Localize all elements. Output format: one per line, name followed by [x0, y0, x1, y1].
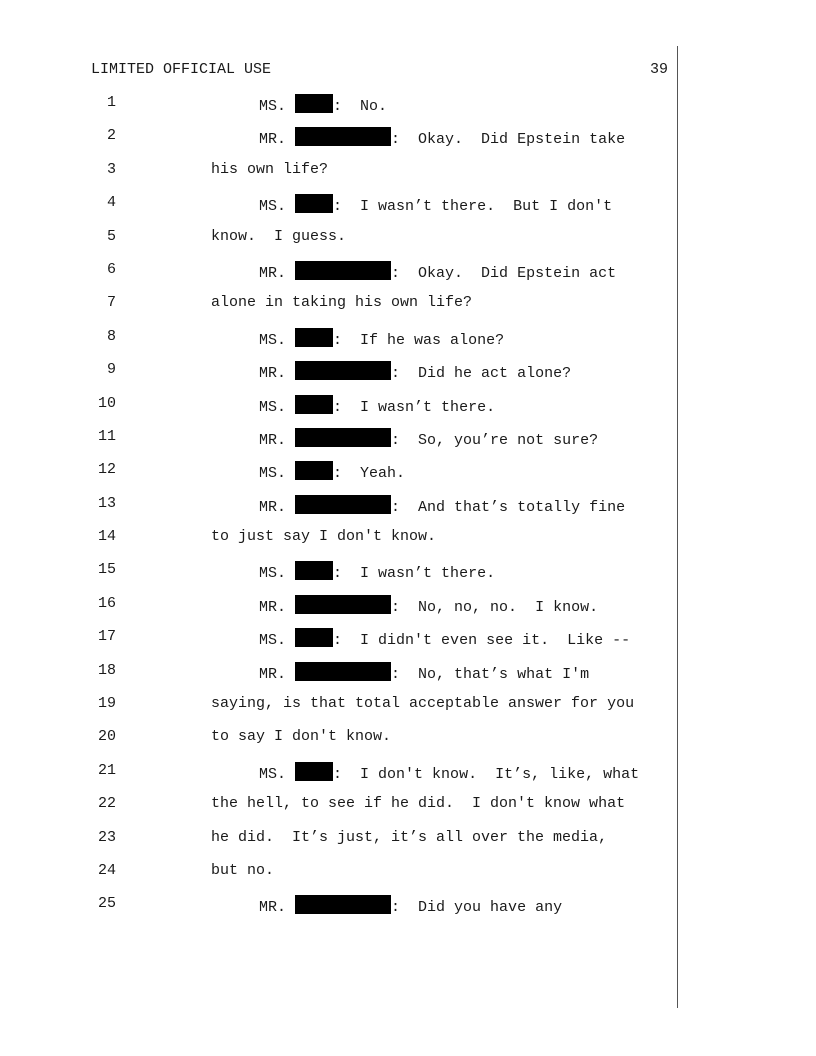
speaker-colon: :: [333, 465, 361, 483]
line-number: 11: [97, 427, 116, 445]
redaction-box: [295, 328, 333, 347]
line-number: 3: [106, 160, 116, 178]
line-number: 18: [97, 661, 116, 679]
utterance-text: Did he act alone?: [418, 365, 572, 383]
speaker-turn: [259, 628, 630, 650]
speaker-colon: :: [391, 431, 419, 449]
redaction-box: [295, 762, 333, 781]
transcript-line: [0, 595, 816, 628]
line-number: 21: [97, 761, 116, 779]
speaker-title: MS.: [259, 465, 287, 483]
utterance-text: And that’s totally fine: [418, 498, 626, 516]
speaker-colon: :: [333, 198, 361, 216]
speaker-colon: :: [333, 331, 361, 349]
speaker-colon: :: [391, 665, 419, 683]
speaker-colon: :: [391, 131, 419, 149]
transcript-line: [0, 228, 816, 261]
speaker-turn: [259, 561, 495, 583]
transcript-line: [0, 728, 816, 761]
speaker-colon: :: [333, 765, 361, 783]
speaker-turn: [259, 261, 616, 283]
utterance-text: I wasn’t there. But I don't: [360, 198, 613, 216]
speaker-turn: [259, 595, 598, 617]
utterance-text: No.: [360, 98, 388, 115]
transcript-line: [0, 628, 816, 661]
redaction-box: [295, 194, 333, 213]
page-number: 39: [649, 61, 668, 78]
speaker-turn: [259, 127, 625, 149]
redaction-box: [295, 895, 391, 914]
transcript-line: [0, 461, 816, 494]
speaker-title: MR.: [259, 264, 287, 282]
speaker-turn: [259, 428, 598, 450]
speaker-title: MR.: [259, 665, 287, 683]
speaker-title: MS.: [259, 765, 287, 783]
speaker-colon: :: [391, 264, 419, 282]
line-number: 24: [97, 861, 116, 879]
redaction-box: [295, 595, 391, 614]
speaker-title: MR.: [259, 365, 287, 383]
line-number: 20: [97, 728, 116, 746]
line-number: 4: [106, 194, 116, 212]
utterance-text: I wasn’t there.: [360, 398, 496, 416]
redaction-box: [295, 361, 391, 380]
redaction-box: [295, 94, 333, 113]
speaker-colon: :: [391, 365, 419, 383]
utterance-text: I didn't even see it. Like --: [360, 632, 631, 650]
transcript-line: [0, 895, 816, 928]
speaker-turn: [259, 495, 625, 517]
line-number: 6: [106, 260, 116, 278]
redaction-box: [295, 261, 391, 280]
speaker-turn: [259, 461, 405, 483]
speaker-title: MR.: [259, 899, 287, 917]
line-number: 10: [97, 394, 116, 412]
utterance-text: Okay. Did Epstein take: [418, 131, 626, 149]
line-number: 13: [97, 494, 116, 512]
transcript-line: [0, 795, 816, 828]
line-number: 22: [97, 795, 116, 813]
speaker-turn: [259, 328, 504, 350]
speaker-title: MS.: [259, 632, 287, 650]
transcript-line: [0, 528, 816, 561]
speaker-colon: :: [391, 598, 419, 616]
line-number: 7: [106, 294, 116, 312]
continuation-text: his own life?: [211, 160, 329, 178]
utterance-text: No, that’s what I'm: [418, 665, 590, 683]
classification-header: LIMITED OFFICIAL USE: [91, 61, 272, 78]
redaction-box: [295, 461, 333, 480]
line-number: 8: [106, 327, 116, 345]
speaker-title: MR.: [259, 131, 287, 149]
speaker-colon: :: [391, 498, 419, 516]
transcript-line: [0, 361, 816, 394]
speaker-title: MS.: [259, 98, 287, 115]
utterance-text: So, you’re not sure?: [418, 431, 599, 449]
line-number: 2: [106, 127, 116, 145]
utterance-text: I don't know. It’s, like, what: [360, 765, 640, 783]
transcript-line: [0, 561, 816, 594]
transcript-line: [0, 495, 816, 528]
transcript-line: [0, 294, 816, 327]
line-number: 23: [97, 828, 116, 846]
speaker-colon: :: [333, 565, 361, 583]
utterance-text: Yeah.: [360, 465, 406, 483]
transcript-line: [0, 328, 816, 361]
transcript-line: [0, 127, 816, 160]
speaker-colon: :: [333, 632, 361, 650]
speaker-title: MR.: [259, 431, 287, 449]
line-number: 15: [97, 561, 116, 579]
transcript-line: [0, 161, 816, 194]
line-number: 5: [106, 227, 116, 245]
speaker-colon: :: [333, 398, 361, 416]
continuation-text: to say I don't know.: [211, 728, 392, 746]
speaker-turn: [259, 194, 612, 216]
line-number: 9: [106, 361, 116, 379]
speaker-title: MR.: [259, 498, 287, 516]
continuation-text: to just say I don't know.: [211, 528, 437, 546]
utterance-text: No, no, no. I know.: [418, 598, 599, 616]
redaction-box: [295, 395, 333, 414]
line-number: 12: [97, 461, 116, 479]
continuation-text: he did. It’s just, it’s all over the media,: [211, 828, 608, 846]
transcript-lines: [0, 94, 816, 929]
transcript-line: [0, 261, 816, 294]
line-number: 1: [106, 94, 116, 111]
line-number: 17: [97, 628, 116, 646]
speaker-title: MS.: [259, 331, 287, 349]
continuation-text: the hell, to see if he did. I don't know what: [211, 795, 626, 813]
speaker-title: MS.: [259, 198, 287, 216]
transcript-line: [0, 428, 816, 461]
speaker-turn: [259, 361, 571, 383]
speaker-turn: [259, 662, 589, 684]
redaction-box: [295, 662, 391, 681]
transcript-line: [0, 94, 816, 127]
speaker-title: MR.: [259, 598, 287, 616]
continuation-text: alone in taking his own life?: [211, 294, 473, 312]
utterance-text: Okay. Did Epstein act: [418, 264, 617, 282]
redaction-box: [295, 628, 333, 647]
transcript-line: [0, 662, 816, 695]
speaker-colon: :: [333, 98, 361, 115]
speaker-colon: :: [391, 899, 419, 917]
transcript-line: [0, 762, 816, 795]
continuation-text: know. I guess.: [211, 227, 347, 245]
redaction-box: [295, 428, 391, 447]
speaker-turn: [259, 762, 639, 784]
line-number: 14: [97, 528, 116, 546]
transcript-line: [0, 862, 816, 895]
redaction-box: [295, 127, 391, 146]
continuation-text: saying, is that total acceptable answer for you: [211, 695, 635, 713]
transcript-line: [0, 695, 816, 728]
speaker-title: MS.: [259, 398, 287, 416]
transcript-line: [0, 194, 816, 227]
transcript-line: [0, 829, 816, 862]
redaction-box: [295, 495, 391, 514]
speaker-turn: [259, 94, 387, 116]
transcript-line: [0, 395, 816, 428]
continuation-text: but no.: [211, 861, 275, 879]
line-number: 19: [97, 695, 116, 713]
speaker-turn: [259, 895, 562, 917]
speaker-turn: [259, 395, 495, 417]
utterance-text: If he was alone?: [360, 331, 505, 349]
redaction-box: [295, 561, 333, 580]
line-number: 16: [97, 594, 116, 612]
speaker-title: MS.: [259, 565, 287, 583]
utterance-text: Did you have any: [418, 899, 563, 917]
line-number: 25: [97, 895, 116, 913]
utterance-text: I wasn’t there.: [360, 565, 496, 583]
